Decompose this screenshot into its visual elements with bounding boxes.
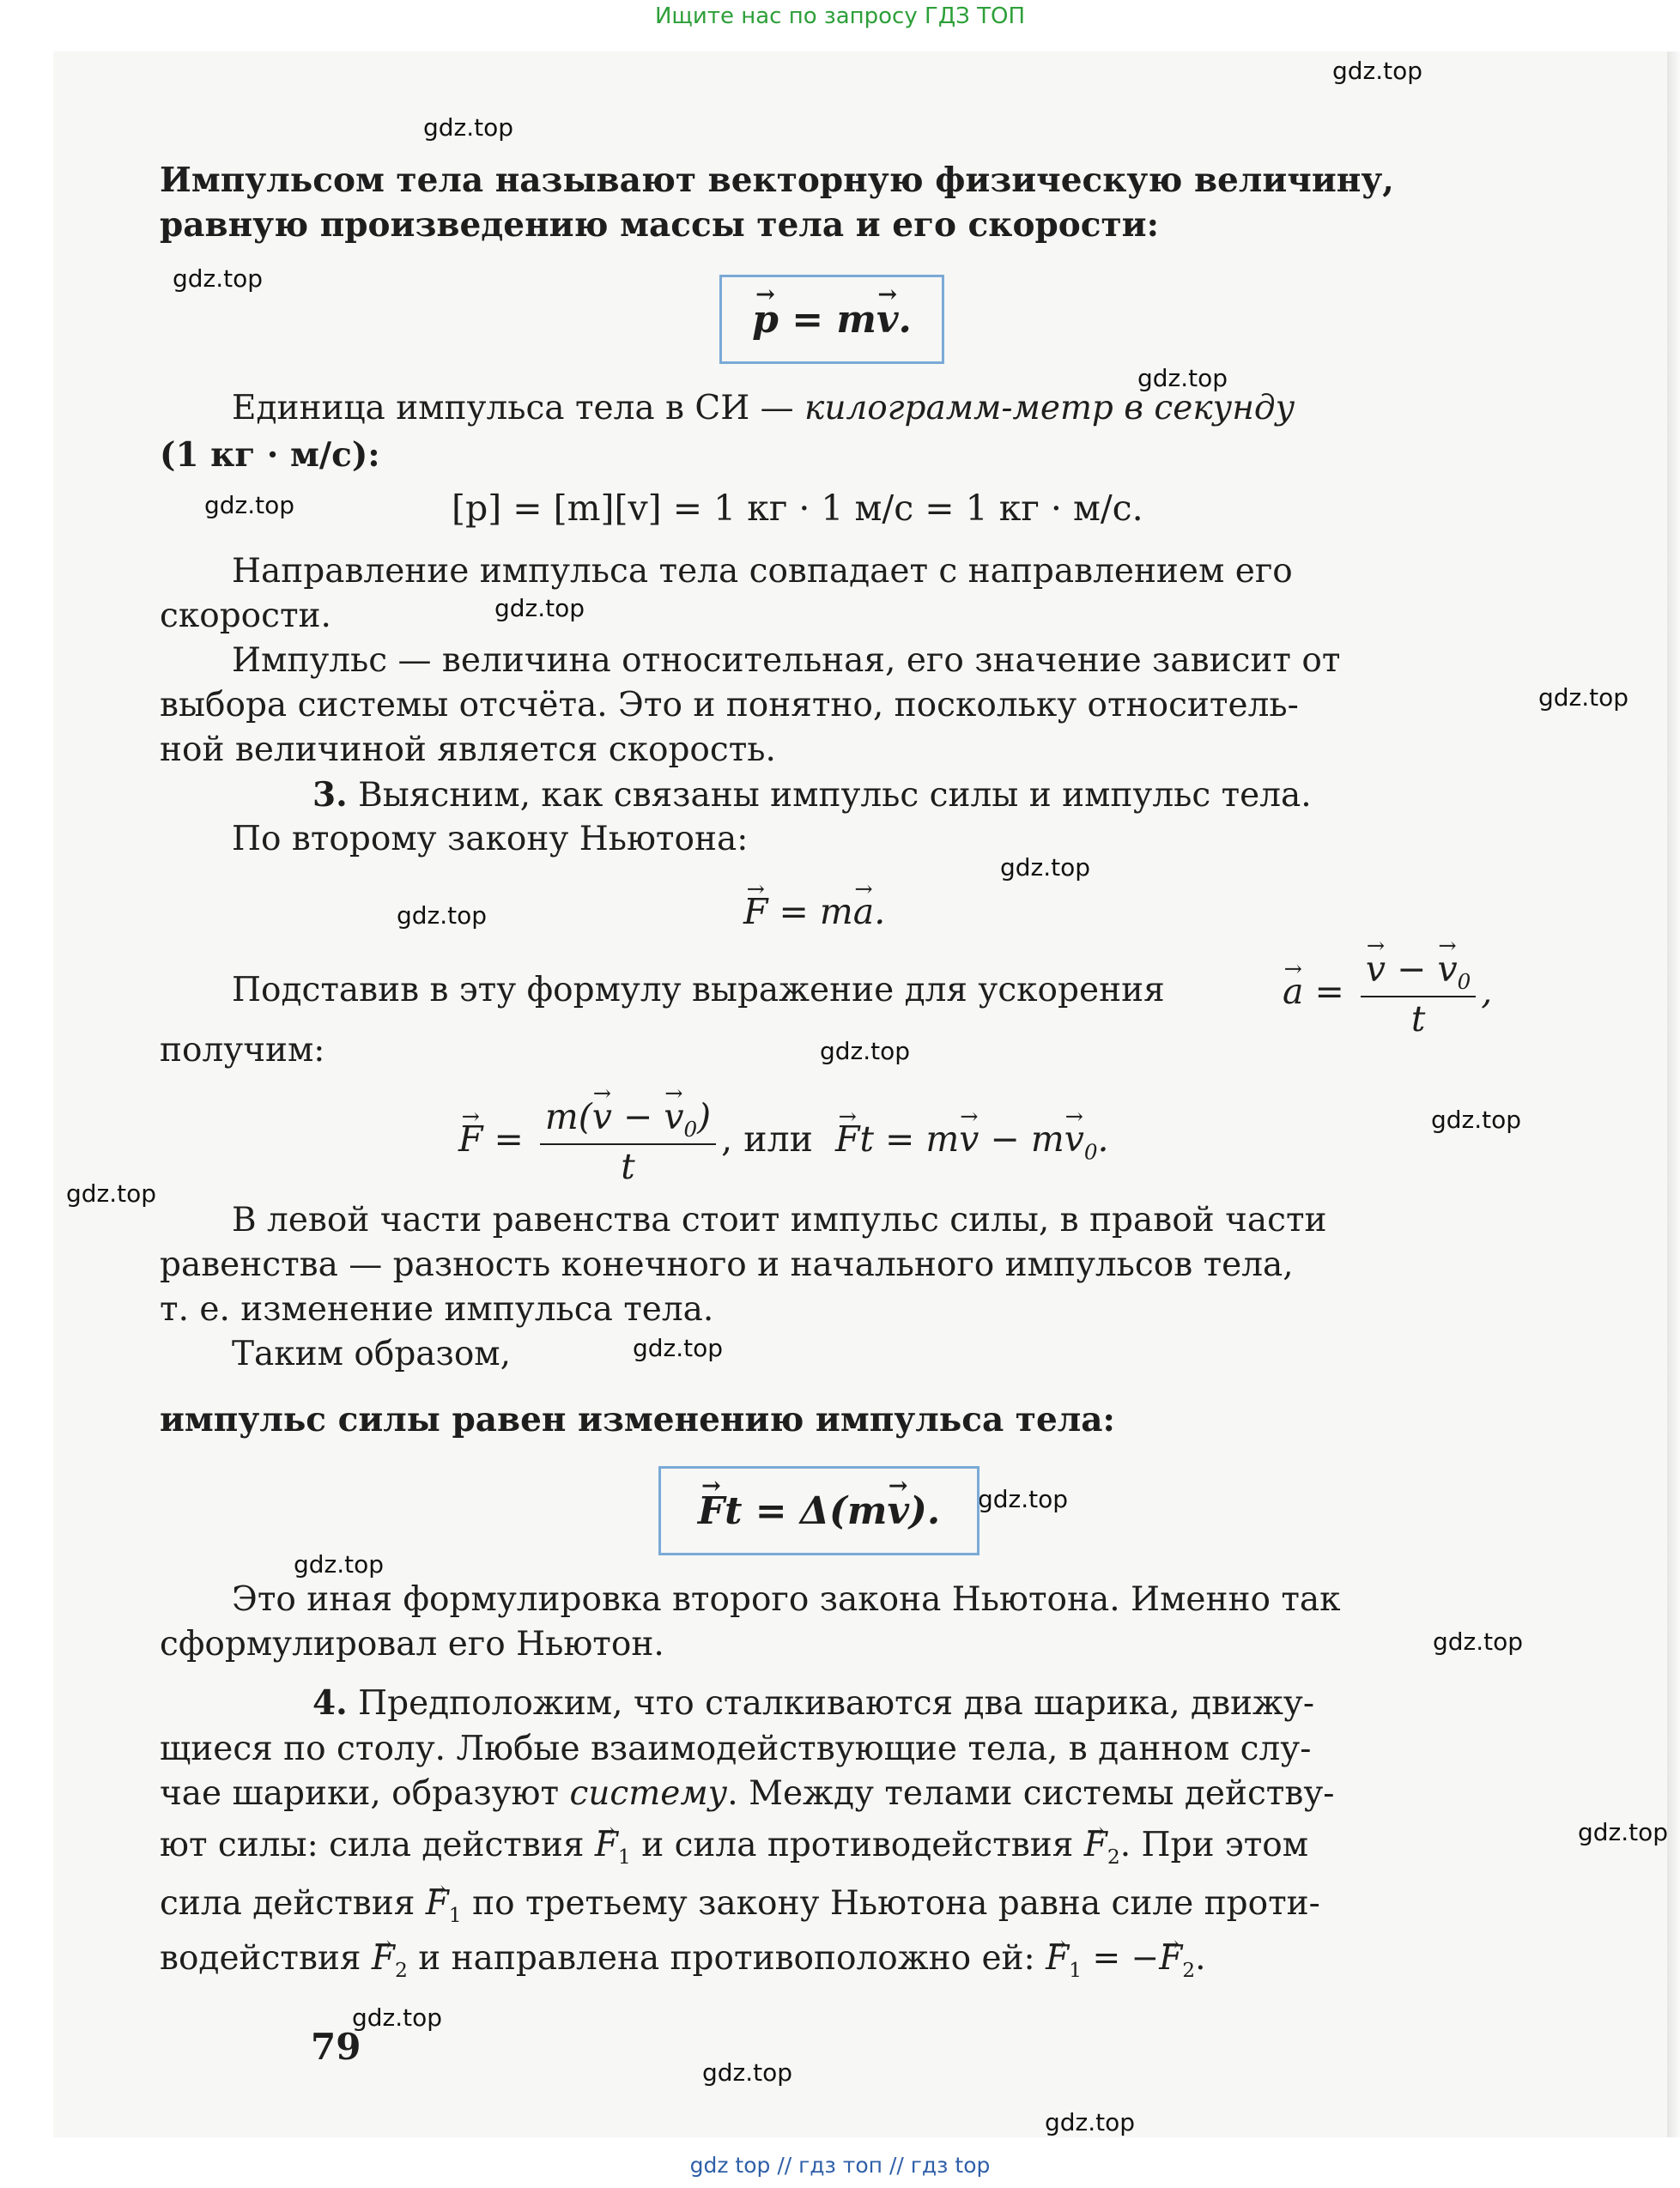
section-heading: 4. Предположим, что сталкиваются два шарика, движу- xyxy=(312,1683,1315,1723)
paragraph-line: Подставив в эту формулу выражение для ускорения xyxy=(232,971,1165,1009)
paragraph-line: Таким образом, xyxy=(232,1335,512,1373)
paragraph-line: чае шарики, образуют систему. Между телами системы действу- xyxy=(160,1774,1335,1813)
paragraph-line: сила действия → $F_1$ по третьему закону Ньютона равна силе проти- xyxy=(160,1882,1320,1937)
section-heading: 3. Выясним, как связаны импульс силы и импульс тела. xyxy=(312,775,1312,815)
paragraph-line: По второму закону Ньютона: xyxy=(232,820,749,858)
formula-impulse: → F = $\frac{m(\to v - \to v_0)}{t}$ , или → $Ft = m\to v - m\to v_0$. xyxy=(458,1095,1109,1189)
watermark: gdz.top xyxy=(294,1550,385,1579)
formula-f-ma: → F = m→ a. xyxy=(743,891,885,932)
paragraph-line: щиеся по столу. Любые взаимодействующие тела, в данном слу- xyxy=(160,1730,1312,1768)
paragraph-line: ют силы: сила действия → $F_1$ и сила противодействия → $F_2$. При этом xyxy=(160,1823,1308,1879)
watermark: gdz.top xyxy=(352,2003,443,2032)
paragraph-line: т. е. изменение импульса тела. xyxy=(160,1290,714,1329)
paragraph-line: Направление импульса тела совпадает с направлением его xyxy=(232,552,1293,591)
watermark: gdz.top xyxy=(1578,1818,1669,1846)
watermark: gdz.top xyxy=(978,1485,1069,1513)
search-banner[interactable]: Ищите нас по запросу ГДЗ ТОП xyxy=(654,3,1026,29)
watermark: gdz.top xyxy=(173,264,264,293)
watermark: gdz.top xyxy=(820,1037,911,1065)
paragraph-line: Это иная формулировка второго закона Ньютона. Именно так xyxy=(232,1580,1341,1619)
rule-statement: импульс силы равен изменению импульса тела: xyxy=(160,1400,1115,1439)
watermark: gdz.top xyxy=(1431,1106,1522,1134)
page-edge xyxy=(1667,52,1680,2137)
watermark: gdz.top xyxy=(66,1179,157,1208)
page-number: 79 xyxy=(311,2026,361,2068)
paragraph-line: В левой части равенства стоит импульс силы, в правой части xyxy=(232,1201,1327,1239)
watermark: gdz.top xyxy=(1433,1627,1524,1656)
paragraph-line: Импульс — величина относительная, его значение зависит от xyxy=(232,641,1341,680)
watermark: gdz.top xyxy=(494,594,585,622)
paragraph-line: выбора системы отсчёта. Это и понятно, поскольку относитель- xyxy=(160,686,1299,724)
watermark: gdz.top xyxy=(1332,57,1423,85)
definition-line: равную произведению массы тела и его скорости: xyxy=(160,205,1160,245)
watermark: gdz.top xyxy=(1000,853,1091,882)
formula-acceleration: → a = → $\frac{v - \to v_0}{t}$ , xyxy=(1283,948,1492,1041)
unit-line: Единица импульса тела в СИ — килограмм-метр в секунду xyxy=(232,389,1295,427)
watermark: gdz.top xyxy=(1538,683,1629,712)
watermark: gdz.top xyxy=(397,901,488,930)
watermark: gdz.top xyxy=(1137,364,1228,392)
footer-links[interactable]: gdz top // гдз топ // гдз top xyxy=(689,2153,991,2178)
unit-formula: [p] = [m][v] = 1 кг · 1 м/с = 1 кг · м/с. xyxy=(452,488,1143,529)
watermark: gdz.top xyxy=(1045,2108,1136,2136)
paragraph-line: ной величиной является скорость. xyxy=(160,730,776,769)
formula-box-momentum: → p = m→ v. xyxy=(719,275,944,364)
paragraph-line: водействия → $F_2$ и направлена противоположно ей: → $F_1$ = −→ $F_2$. xyxy=(160,1936,1206,1992)
watermark: gdz.top xyxy=(633,1334,724,1362)
watermark: gdz.top xyxy=(423,113,514,142)
watermark: gdz.top xyxy=(702,2058,793,2087)
formula-box-impulse: → Ft = Δ(m→ v). xyxy=(658,1466,979,1555)
paragraph-line: равенства — разность конечного и начального импульсов тела, xyxy=(160,1246,1294,1284)
paragraph-line: скорости. xyxy=(160,597,331,635)
definition-line: Импульсом тела называют векторную физическую величину, xyxy=(160,161,1394,200)
watermark: gdz.top xyxy=(204,491,295,519)
unit-line: (1 кг · м/с): xyxy=(160,435,380,475)
paragraph-line: сформулировал его Ньютон. xyxy=(160,1625,664,1664)
paragraph-line: получим: xyxy=(160,1031,325,1070)
